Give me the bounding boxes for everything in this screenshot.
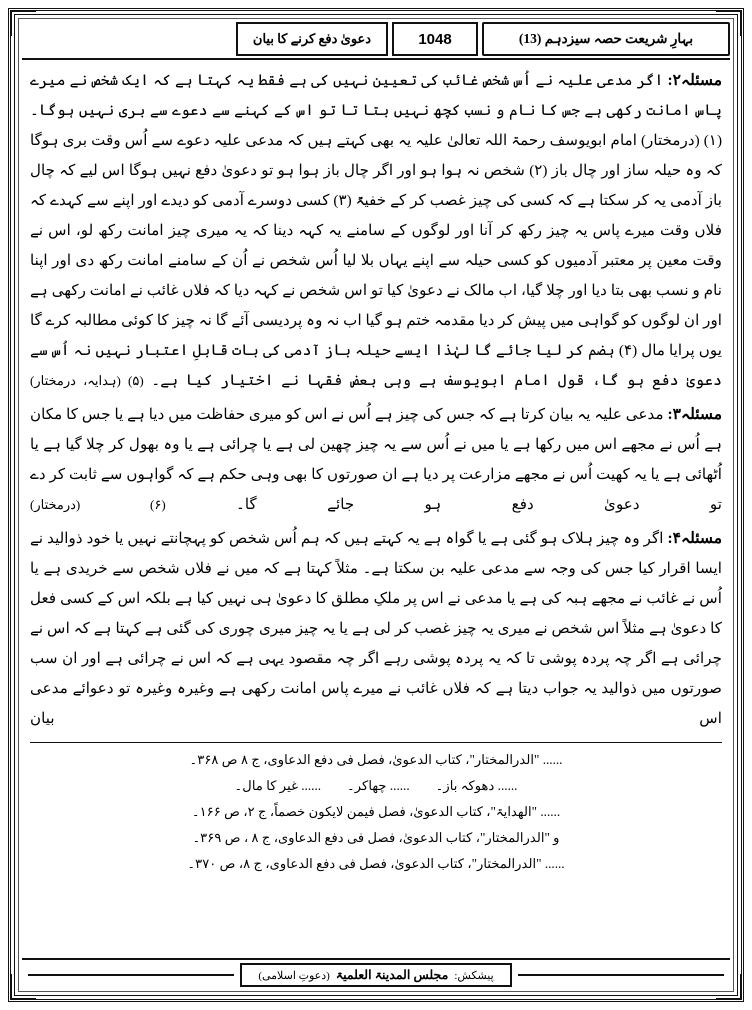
masla-label: مسئلہ۲:	[667, 72, 722, 89]
header-divider	[22, 58, 730, 60]
masla-reference: (۶) (درمختار)	[30, 497, 166, 512]
footnote-block	[30, 747, 722, 877]
footnote-item: و "الدرالمختار"، کتاب الدعویٰ، فصل فی دفع الدعاوی، ج ۸ ، ص ۳۶۹۔	[192, 830, 560, 845]
footnote-item: ...... غیر کا مال۔	[234, 778, 322, 793]
footer-rule-left	[28, 974, 234, 976]
page-header	[22, 22, 730, 56]
masla-label: مسئلہ۴:	[667, 530, 722, 547]
footnote-item: ...... "الدرالمختار"، کتاب الدعویٰ، فصل فی دفع الدعاوی، ج ۸ ص ۳۶۸۔	[189, 752, 563, 767]
footer-rule-right	[518, 974, 724, 976]
masla-paragraph	[30, 400, 722, 520]
footnote-item: ...... "الھدایۃ"، کتاب الدعویٰ، فصل فیمن لایکون خصماً، ج ۲، ص ۱۶۶۔	[191, 804, 561, 819]
footnote-item: ...... دھوکہ باز۔	[435, 778, 518, 793]
footnote-divider	[30, 742, 722, 743]
masla-text: اگر مدعی علیہ نے اُس شخص غائب کی تعیین نہیں کی ہے فقط یہ کہتا ہے کہ ایک شخص نے میرے پاس امانت رکھی ہے جس کا نام و نسب کچھ نہیں بتا تا تو اس کے کہنے سے دعوے سے بری نہیں ہوگا۔ (۱) (درمختار) امام ابویوسف رحمۃ اللہ تعالیٰ علیہ یہ بھی کہتے ہیں کہ مدعی علیہ دعوے سے اُس وقت بری ہوگا کہ وہ حیلہ ساز اور چال باز (۲) شخص نہ ہوا ہو اور اگر چال باز ہوا ہو تو دعویٰ دفع نہیں ہوگا اس لیے کہ چال باز آدمی یہ کر سکتا ہے کہ کسی کی چیز غصب کر کے خفیۃً (۳) کسی دوسرے آدمی کو دیدے اور اپنے سے کہدے کہ فلاں وقت میرے پاس یہ چیز رکھ کر آنا اور لوگوں کے سامنے یہ کہہ دینا کہ یہ میری چیز امانت رکھ لو، اس نے وقت معین پر معتبر آدمیوں کو کسی حیلہ سے اپنے یہاں بلا لیا اُس شخص نے اُن کے سامنے امانت رکھ دی اور اپنا نام و نسب بھی بتا دیا اور چلا گیا، اب مالک نے دعویٰ کیا تو اس شخص نے کہہ دیا کہ فلاں غائب نے امانت رکھی ہے اور ان لوگوں کو گواہی میں پیش کر دیا مقدمہ ختم ہو گیا اب نہ وہ پردیسی آئے گا نہ چیز کا کوئی مطالبہ کرے گا یوں پرایا مال (۴) ہضم کر لیا جائے گا لہٰذا ایسے حیلہ باز آدمی کی بات قابلِ اعتبار نہیں نہ اُس سے دعویٰ دفع ہو گا، قول امام ابویوسف ہے وہی بعض فقہا نے اختیار کیا ہے۔	[30, 72, 722, 389]
footer-divider	[22, 958, 730, 960]
masla-paragraph	[30, 66, 722, 396]
masla-label: مسئلہ۳:	[667, 406, 722, 423]
page-number: 1048	[392, 22, 478, 56]
publisher-box	[240, 963, 511, 987]
masla-paragraph	[30, 524, 722, 734]
chapter-topic: دعویٰ دفع کرنے کا بیان	[236, 22, 388, 56]
publisher-name: مجلس المدینۃ العلمیۃ	[335, 968, 449, 982]
masla-text: مدعی علیہ یہ بیان کرتا ہے کہ جس کی چیز ہے اُس نے اس کو میری حفاظت میں دیا ہے یا جس کا مکان ہے اُس نے مجھے اس میں رکھا ہے یا میں نے اُس سے یہ چیز چھین لی ہے یا چرائی ہے یا وہ بھول کر چلا گیا ہے یا اُٹھائی ہے یا یہ کھیت اُس نے مجھے مزارعت پر دیا ہے ان صورتوں کا بھی وہی حکم ہے کہ گواہوں سے ثابت کر دے تو دعویٰ دفع ہو جائے گا۔	[30, 406, 722, 513]
masla-reference: (۵) (ہدایہ، درمختار)	[30, 373, 144, 388]
publisher-prefix: پیشکش:	[454, 969, 494, 982]
footnote-item: ...... چھاکر۔	[347, 778, 410, 793]
masla-text: اگر وہ چیز ہلاک ہو گئی ہے یا گواہ ہے یہ کہتے ہیں کہ ہم اُس شخص کو پہچانتے نہیں یا خود ذوالید نے ایسا اقرار کیا جس کی وجہ سے مدعی علیہ بن سکتا ہے۔ مثلاً کہتا ہے کہ میں نے فلاں شخص سے خریدی ہے یا اُس نے غائب نے مجھے ہبہ کی ہے یا مدعی نے اس پر ملکِ مطلق کا دعویٰ ہی نہیں کیا ہے بلکہ اس کے کسی فعل کا دعویٰ ہے مثلاً اس شخص نے میری یہ چیز غصب کر لی ہے یا یہ چیز میری چوری کی گئی ہے کہتا ہے کہ اس نے چرائی ہے اگر چہ پردہ پوشی تا کہ یہ پردہ پوشی رہے اگر چہ مقصود یہی ہے کہ اس نے چرائی ہے اور ان سب صورتوں میں ذوالید یہ جواب دیتا ہے کہ فلاں غائب نے میرے پاس امانت رکھی ہے وغیرہ وغیرہ تو دعوائے مدعی اس بیان	[30, 530, 722, 727]
book-title: بہارِ شریعت حصہ سیزدہم (13)	[482, 22, 730, 56]
page-content	[30, 66, 722, 950]
footnote-row	[30, 773, 722, 799]
publisher-suffix: (دعوتِ اسلامی)	[258, 969, 330, 982]
page-footer	[22, 962, 730, 988]
footnote-item: ...... "الدرالمختار"، کتاب الدعویٰ، فصل فی دفع الدعاوی، ج ۸، ص ۳۷۰۔	[187, 856, 565, 871]
header-spacer	[22, 22, 236, 56]
